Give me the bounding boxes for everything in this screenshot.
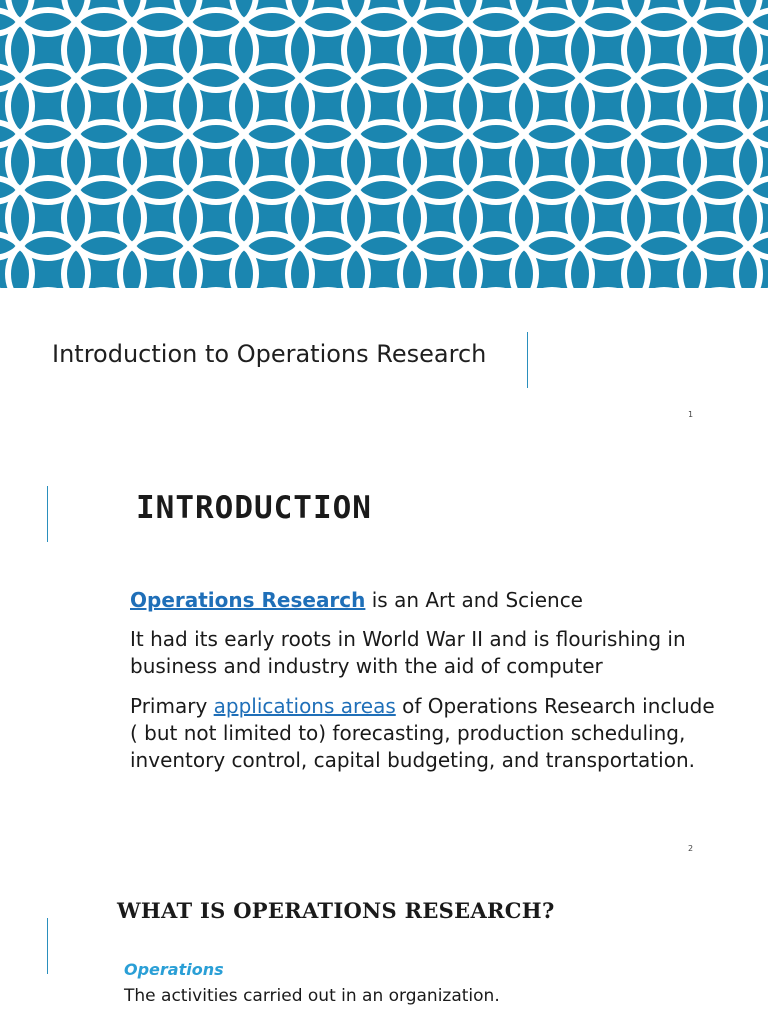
slide-1-page-number: 1 (688, 410, 694, 419)
paragraph-1 (130, 587, 720, 614)
circle-pattern-image (0, 0, 768, 288)
slide-1-accent-bar (527, 332, 528, 388)
slide-2-accent-bar (47, 486, 48, 542)
slide-1-title: Introduction to Operations Research (52, 340, 487, 368)
paragraph-1-rest: is an Art and Science (365, 588, 583, 612)
paragraph-3-after: of Operations Research include ( but not limited to) forecasting, production scheduling, inventory control, capital budgeting, and transportation. (130, 694, 715, 772)
operations-term: Operations (124, 960, 224, 979)
slide-3-heading: WHAT IS OPERATIONS RESEARCH? (117, 898, 555, 923)
paragraph-2: It had its early roots in World War II and is flourishing in business and industry with the aid of computer (130, 627, 686, 678)
paragraph-3 (130, 693, 720, 774)
decorative-banner (0, 0, 768, 288)
slide-2-heading: INTRODUCTION (136, 490, 372, 526)
operations-research-link[interactable]: Operations Research (130, 588, 366, 612)
slide-3-accent-bar (47, 918, 48, 974)
paragraph-3-before: Primary (130, 694, 214, 718)
operations-definition: The activities carried out in an organization. (124, 986, 500, 1006)
slide-2-page-number: 2 (688, 844, 694, 853)
applications-areas-link[interactable]: applications areas (213, 694, 396, 718)
